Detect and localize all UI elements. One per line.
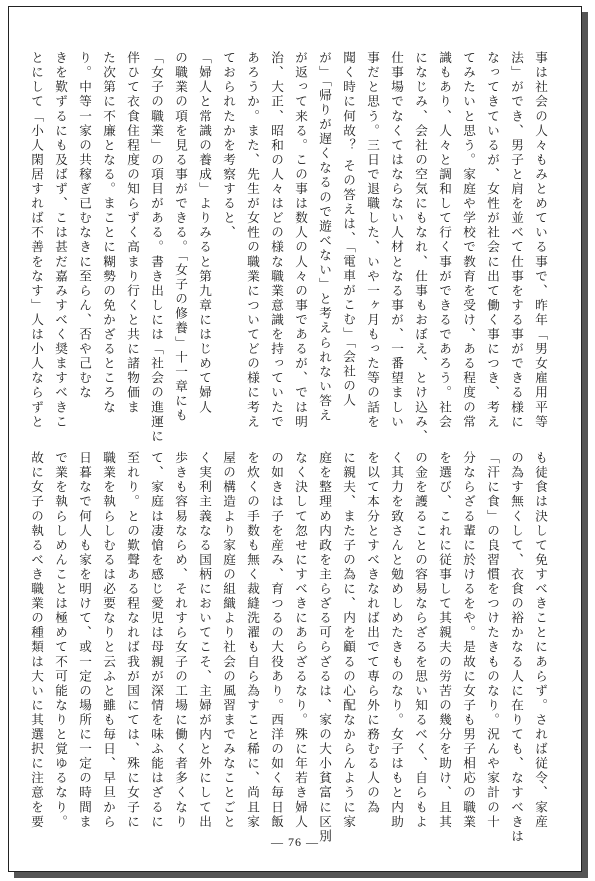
text-line: た次第に不廉となる。まことに糊勢の免かざるところな [101,51,116,415]
text-line: 屋の構造より家庭の組織より社会の風習までみなことごと [221,451,236,830]
text-line: 伴ひて衣食住程度の知らずく高まり行くと共に諸物価ま [125,51,140,415]
text-line: く其力を致さんと勉めしめたきものなり。女子はもと内助 [389,451,404,830]
text-line: て、家庭は凄愴を感じ愛児は母親が深情を味ふ能はざるに [149,451,164,830]
text-line: とにして「小人閑居すれば不善をなす」人は小人ならずと [29,51,44,430]
text-line: てみたいと思う。家庭や学校で教育を受け、ある程度の常 [461,51,476,430]
text-line: ておられたかを考察すると、 [221,51,236,241]
text-line: の金を護ることの容易ならざるを思い知るべく、自らもよ [413,451,428,830]
text-line: 分ならざる輩に於けるをや。是故に女子も男子相応の職業 [461,451,476,830]
text-line: 「女子の職業」の項目がある。書き出しには「社会の進運に [149,51,164,444]
text-line: の職業の項を見る事ができる。「女子の修養」十一章にも [173,51,188,423]
text-line: なってきているが、女性が社会に出て働く事につき、考え [485,51,500,430]
text-line: 至れり。との歎聲ある程なれば我が国にては、殊に女子に [125,451,140,830]
text-line: の如きは子を産み、育つるの大役あり。西洋の如く毎日飯 [269,451,284,830]
text-line: く実利主義なる国柄においてこそ、主婦が内と外にして出 [197,451,212,830]
text-line: 「婦人と常識の養成」よりみると第九章にはじめて婦人 [197,51,212,415]
text-line: きを歎ずるにも及ばず、こは甚だ嘉みすべく奨ますべきこ [53,51,68,430]
text-line: 聞く時に何故？ その答えは、「電車がこむ」「会社の人 [341,51,356,409]
text-line: 識もあり、人々と調和して行く事ができるであろう。社会 [437,51,452,430]
text-line: なく決して忽せにすべきにあらざるなり。殊に年若き婦人 [293,451,308,830]
text-line: 庭を整理め内政を主らざる可らざるは、家の大小貧富に区別 [317,451,332,844]
text-line: も徒食は決して免すべきことにあらず。されば従令、家産 [533,451,548,830]
text-line: 職業を執らしむるは必要なりと云ふと雖も毎日、早旦から [101,451,116,830]
text-line: が」「帰りが遅くなるので遊べない」と考えられない答え [317,51,332,423]
text-line: に親夫、また子の為に、内を顧るの心配なからんように家 [341,451,356,830]
text-line: 「汗に食」の良習慣をつけたきものなり。況んや家計の十 [485,451,500,830]
text-line: あろうか。また、先生が女性の職業についてどの様に考え [245,51,260,430]
text-line: 歩きも容易ならめ、それすら女子の工場に働く者多くなり [173,451,188,830]
text-line: 治、大正、昭和の人々はどの様な職業意識を持っていたで [269,51,284,430]
text-line: が返って来る。この事は数人の人々の事であるが、では明 [293,51,308,430]
text-line: を炊くの手数も無く裁縫洗濯も自ら為すこと稀に、尚且家 [245,451,260,830]
text-line: 日暮なで何人も家を明けて、或一定の場所に一定の時間ま [77,451,92,830]
text-line: 法」ができ、男子と肩を並べて仕事をする事ができる様に [509,51,524,430]
text-line: 故に女子の執るべき職業の種類は大いに其選択に注意を要 [29,451,44,830]
upper-text-block [29,51,552,444]
text-line: り。中等一家の共稼ぎ已むなきに至らん、否や己むな [77,51,92,401]
page-number: — 76 — [271,835,319,849]
text-line: を選び、これに従事して其親夫の労苦の幾分を助け、且其 [437,451,452,830]
text-line: で業を執らしめんことは極めて不可能なりと覚ゆるなり。 [53,451,68,830]
text-line: 事だと思う。三日で退職した、いや一ヶ月もった等の話を [365,51,380,430]
book-page [8,6,582,872]
text-line: 事は社会の人々もみとめている事で、昨年「男女雇用平等 [533,51,548,430]
text-line: を以て本分とすべきなれば出でて専ら外に務むる人の為 [365,451,380,815]
text-line: の為す無くして、衣食の裕かなる人に在りても、なすべきは [509,451,524,844]
text-line: 仕事場でなくてはならない人材となる事が、一番望ましい [389,51,404,430]
text-line: になじみ、会社の空気にもなれ、仕事もおぼえ、とけ込み、 [413,51,428,444]
